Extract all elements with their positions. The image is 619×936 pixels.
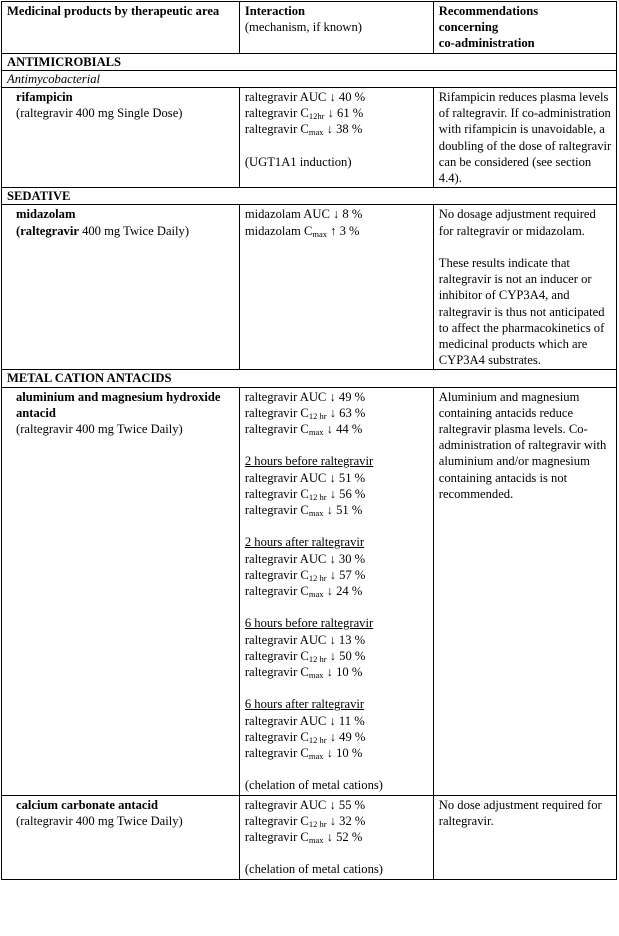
table-row-calcium-antacid <box>2 795 617 879</box>
recommendation-cell-calcium-antacid: No dose adjustment required for raltegravir. <box>433 795 616 879</box>
drug-cell-rifampicin: rifampicin (raltegravir 400 mg Single Dose) <box>2 88 240 188</box>
interaction-cell-rifampicin: raltegravir AUC ↓ 40 % raltegravir $C_{12hr}$ ↓ 61 % raltegravir $C_{max}$ ↓ 38 % (UGT1A1 induction) <box>239 88 433 188</box>
drug-cell-aluminium-antacid: aluminium and magnesium hydroxide antacid (raltegravir 400 mg Twice Daily) <box>2 387 240 795</box>
header-mechanism: (mechanism, if known) <box>244 20 363 35</box>
recommendation-cell-rifampicin: Rifampicin reduces plasma levels of raltegravir. If co-administration with rifampicin is unavoidable, a doubling of the dose of raltegravir can be considered (see section 4.4). <box>433 88 616 188</box>
interaction-cell-calcium-antacid: raltegravir AUC ↓ 55 % raltegravir $C_{12 hr}$ ↓ 32 % raltegravir $C_{max}$ ↓ 52 % (chelation of metal cations) <box>239 795 433 879</box>
interaction-cell-midazolam: midazolam AUC ↓ 8 % midazolam $C_{max}$ ↑ 3 % <box>239 205 433 370</box>
interaction-table <box>1 1 617 880</box>
table-row-aluminium-antacid <box>2 387 617 795</box>
recommendation-cell-midazolam: No dosage adjustment required for raltegravir or midazolam. These results indicate that raltegravir is not an inducer or inhibitor of CYP3A4, and raltegravir is thus not anticipated to affect the pharmacokinetics of medicinal products which are CYP3A4 substrates. <box>433 205 616 370</box>
header-recommendations: Recommendations concerning co-administration <box>433 2 616 54</box>
section-row-antacids: METAL CATION ANTACIDS <box>2 370 617 387</box>
table-row-midazolam <box>2 205 617 370</box>
recommendation-cell-aluminium-antacid: Aluminium and magnesium containing antacids reduce raltegravir plasma levels. Co-administration of raltegravir with aluminium and/or magnesium containing antacids is not recommended. <box>433 387 616 795</box>
header-therapeutic-area: Medicinal products by therapeutic area <box>2 2 240 54</box>
drug-cell-midazolam: midazolam (raltegravir 400 mg Twice Daily) <box>2 205 240 370</box>
subsection-row-antimycobacterial: Antimycobacterial <box>2 70 617 87</box>
header-interaction: Interaction (mechanism, if known) <box>239 2 433 54</box>
section-row-antimicrobials: ANTIMICROBIALS <box>2 53 617 70</box>
interaction-cell-aluminium-antacid: raltegravir AUC ↓ 49 % raltegravir $C_{12 hr}$ ↓ 63 % raltegravir $C_{max}$ ↓ 44 % 2 hours before raltegravir raltegravir AUC ↓ 51 % raltegravir $C_{12 hr}$ ↓ 56 % raltegravir $C_{max}$ ↓ 51 % 2 hours after raltegravir raltegravir AUC ↓ 30 % raltegravir $C_{12 hr}$ ↓ 57 % raltegravir $C_{max}$ ↓ 24 % 6 hours before raltegravir raltegravir AUC ↓ 13 % raltegravir $C_{12 hr}$ ↓ 50 % raltegravir $C_{max}$ ↓ 10 % 6 hours after raltegravir raltegravir AUC ↓ 11 % raltegravir $C_{12 hr}$ ↓ 49 % raltegravir $C_{max}$ ↓ 10 % (chelation of metal cations) <box>239 387 433 795</box>
table-row-rifampicin <box>2 88 617 188</box>
section-row-sedative: SEDATIVE <box>2 188 617 205</box>
drug-cell-calcium-antacid: calcium carbonate antacid (raltegravir 400 mg Twice Daily) <box>2 795 240 879</box>
table-header-row <box>2 2 617 54</box>
